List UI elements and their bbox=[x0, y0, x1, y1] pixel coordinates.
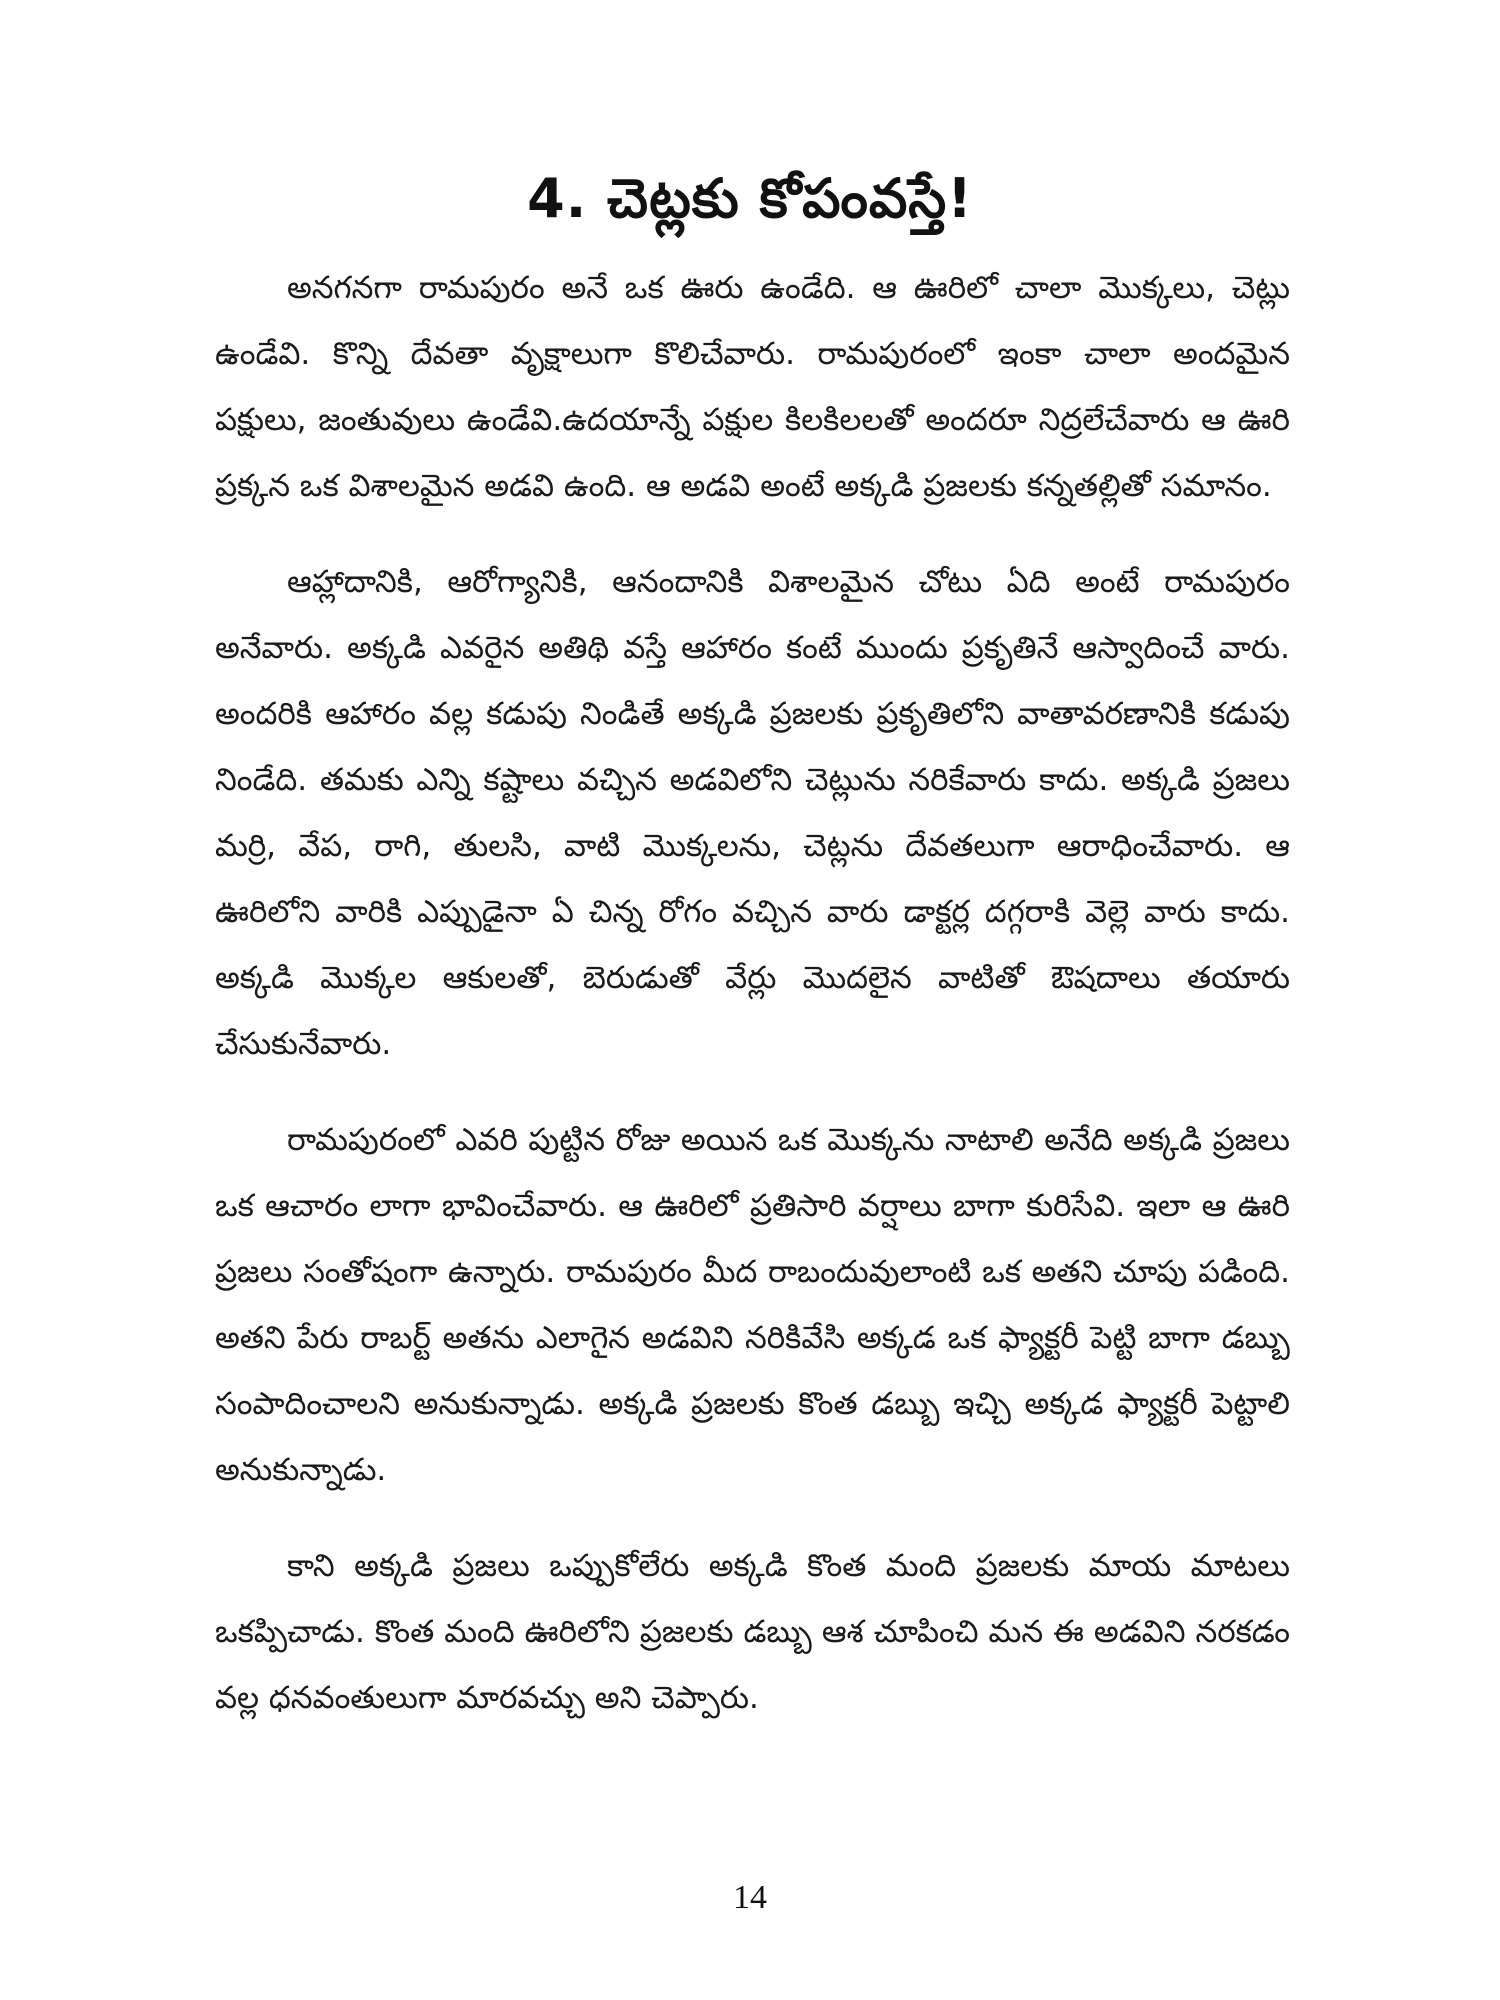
paragraph: ఆహ్లాదానికి, ఆరోగ్యానికి, ఆనందానికి విశాలమైన చోటు ఏది అంటే రామపురం అనేవారు. అక్కడి ఎవరైన అతిథి వస్తే ఆహారం కంటే ముందు ప్రకృతినే ఆస్వాదించే వారు. అందరికి ఆహారం వల్ల కడుపు నిండితే అక్కడి ప్రజలకు ప్రకృతిలోని వాతావరణానికి కడుపు నిండేది. తమకు ఎన్ని కష్టాలు వచ్చిన అడవిలోని చెట్లును నరికేవారు కాదు. అక్కడి ప్రజలు మర్రి, వేప, రాగి, తులసి, వాటి మొక్కలను, చెట్లను దేవతలుగా ఆరాధించేవారు. ఆ ఊరిలోని వారికి ఎప్పుడైనా ఏ చిన్న రోగం వచ్చిన వారు డాక్టర్ల దగ్గరాకి వెల్లె వారు కాదు. అక్కడి మొక్కల ఆకులతో, బెరుడుతో వేర్లు మొదలైన వాటితో ఔషదాలు తయారు చేసుకునేవారు. bbox=[215, 564, 1290, 1062]
paragraph: రామపురంలో ఎవరి పుట్టిన రోజు అయిన ఒక మొక్కను నాటాలి అనేది అక్కడి ప్రజలు ఒక ఆచారం లాగా భావించేవారు. ఆ ఊరిలో ప్రతిసారి వర్షాలు బాగా కురిసేవి. ఇలా ఆ ఊరి ప్రజలు సంతోషంగా ఉన్నారు. రామపురం మీద రాబందువులాంటి ఒక అతని చూపు పడింది. అతని పేరు రాబర్ట్ అతను ఎలాగైన అడవిని నరికివేసి అక్కడ ఒక ఫ్యాక్టరీ పెట్టి బాగా డబ్బు సంపాదించాలని అనుకున్నాడు. అక్కడి ప్రజలకు కొంత డబ్బు ఇచ్చి అక్కడ ఫ్యాక్టరీ పెట్టాలి అనుకున్నాడు. bbox=[215, 1122, 1290, 1488]
chapter-title: 4. చెట్లకు కోపంవస్తే! bbox=[527, 167, 973, 231]
page-number: 14 bbox=[733, 1879, 767, 1916]
paragraph: అనగనగా రామపురం అనే ఒక ఊరు ఉండేది. ఆ ఊరిలో చాలా మొక్కలు, చెట్లు ఉండేవి. కొన్ని దేవతా వృక్షాలుగా కొలిచేవారు. రామపురంలో ఇంకా చాలా అందమైన పక్షులు, జంతువులు ఉండేవి.ఉదయాన్నే పక్షుల కిలకిలలతో అందరూ నిద్రలేచేవారు ఆ ఊరి ప్రక్కన ఒక విశాలమైన అడవి ఉంది. ఆ అడవి అంటే అక్కడి ప్రజలకు కన్నతల్లితో సమానం. bbox=[215, 270, 1290, 504]
paragraph: కాని అక్కడి ప్రజలు ఒప్పుకోలేరు అక్కడి కొంత మంది ప్రజలకు మాయ మాటలు ఒకప్పిచాడు. కొంత మంది ఊరిలోని ప్రజలకు డబ్బు ఆశ చూపించి మన ఈ అడవిని నరకడం వల్ల ధనవంతులుగా మారవచ్చు అని చెప్పారు. bbox=[215, 1548, 1290, 1716]
chapter-body bbox=[215, 255, 1290, 1761]
